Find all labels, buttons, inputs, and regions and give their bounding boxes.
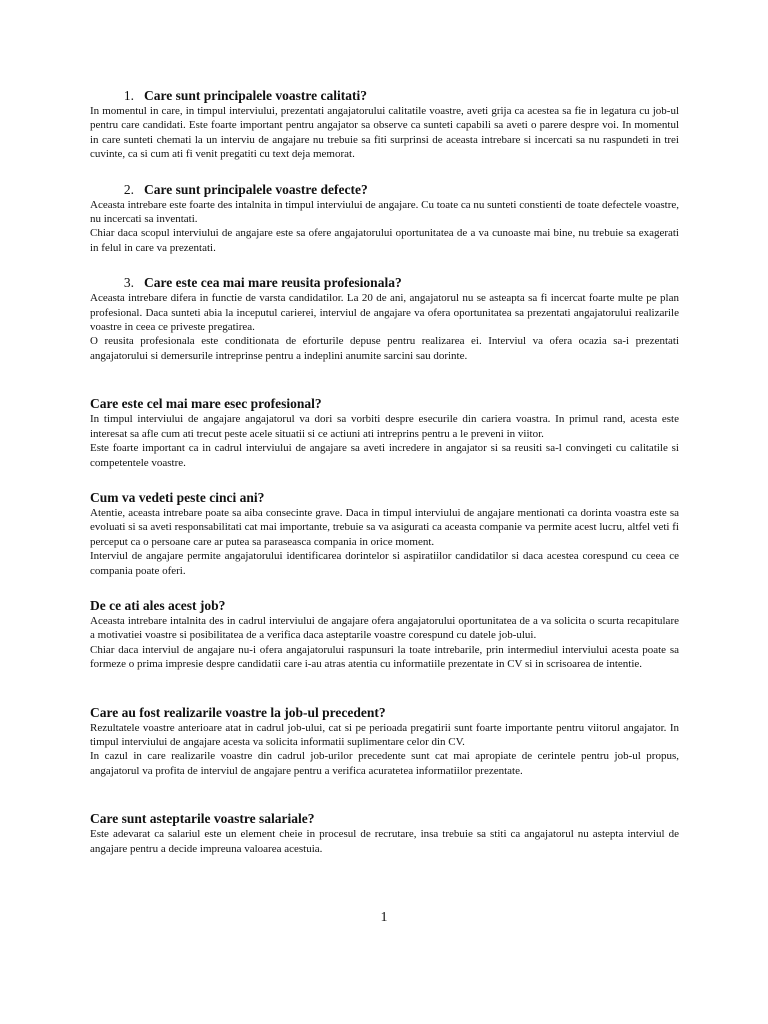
section-paragraph: In timpul interviului de angajare angajatorul va dori sa vorbiti despre esecurile din cariera voastra. In primul rand, acesta este interesat sa afle cum ati trecut peste acele situatii si ce actiuni ati intreprins pentru a le preveni in viitor. — [90, 413, 679, 440]
section-reusita — [112, 275, 679, 291]
section-number: 3. — [123, 275, 134, 291]
section-heading — [112, 182, 679, 198]
section-title: Care este cel mai mare esec profesional? — [90, 396, 322, 412]
section-paragraph: Chiar daca interviul de angajare nu-i ofera angajatorului raspunsuri la toate intrebarile, prin intermediul interviului acesta poate sa formeze o prima impresie despre candidatii care i-au atras atentia cu informatiile prezentate in CV si in scrisoarea de intentie. — [90, 643, 679, 671]
section-paragraph: In momentul in care, in timpul interviului, prezentati angajatorului calitatile voastre, aveti grija ca acestea sa fie in legatura cu job-ul pentru care candidati. Este foarte important pentru angajator sa observe ca sunteti capabili sa aveti o parere despre voi. In momentul in care sunteti chemati la un interviu de angajare nu trebuie sa fiti surprinsi de aceasta intrebare si incercati sa nu raspundeti in trei cuvinte, ca si cum ati fi venit pregatiti cu text deja memorat. — [90, 105, 679, 161]
section-title: Care sunt principalele voastre calitati? — [144, 88, 367, 103]
section-number: 1. — [123, 88, 134, 103]
section-paragraph: Aceasta intrebare este foarte des intalnita in timpul interviului de angajare. Cu toate ca nu sunteti constienti de toate defectele voastre, nu incercati sa inventati. — [90, 198, 679, 226]
section-number: 2. — [123, 181, 134, 197]
section-paragraph: In cazul in care realizarile voastre din cadrul job-urilor precedente sunt cat mai apropiate de cerintele pentru job-ul propus, angajatorul va profita de interviul de angajare pentru a verifica acuratetea informatiilor prezentate. — [90, 750, 679, 777]
section-title: De ce ati ales acest job? — [90, 597, 226, 613]
section-paragraph: Rezultatele voastre anterioare atat in cadrul job-ului, cat si pe perioada pregatirii sunt foarte importante pentru viitorul angajator. In timpul interviului de angajare acesta va solicita informatii suplimentare celor din CV. — [90, 721, 679, 748]
section-paragraph: Aceasta intrebare intalnita des in cadrul interviului de angajare ofera angajatorului oportunitatea de a va solicita o scurta recapitulare a motivatiei voastre si posibilitatea de a verifica daca asteptarile voastre corespund cu datele job-ului. — [90, 614, 679, 642]
section-paragraph: Este adevarat ca salariul este un element cheie in procesul de recrutare, insa trebuie sa stiti ca angajatorul nu astepta interviul de angajare pentru a decide impreuna valoarea acestuia. — [90, 828, 679, 855]
document-page — [90, 88, 679, 856]
section-paragraph: Chiar daca scopul interviului de angajare este sa ofere angajatorului oportunitatea de a va cunoaste mai bine, nu trebuie sa exagerati in felul in care va prezentati. — [90, 227, 679, 254]
page-number: 1 — [380, 910, 388, 925]
section-paragraph: Este foarte important ca in cadrul interviului de angajare sa aveti incredere in angajator si sa reusiti sa-l convingeti cu calitatile si competentele voastre. — [90, 442, 679, 469]
section-heading — [112, 88, 679, 104]
section-title: Care au fost realizarile voastre la job-ul precedent? — [90, 704, 386, 720]
section-heading — [112, 275, 679, 291]
section-defecte — [112, 182, 679, 198]
section-paragraph: Atentie, aceasta intrebare poate sa aiba consecinte grave. Daca in timpul interviului de angajare mentionati ca dorinta voastra este sa evoluati si sa aveti responsabilitati cat mai importante, trebuie sa va asigurati ca aceasta companie va permite acest lucru, altfel veti fi perceput ca o persoane care ar putea sa paraseasca compania in orice moment. — [90, 506, 679, 548]
section-title: Care sunt asteptarile voastre salariale? — [90, 811, 315, 827]
section-calitati — [112, 88, 679, 104]
section-title: Cum va vedeti peste cinci ani? — [90, 489, 265, 505]
section-paragraph: Interviul de angajare permite angajatorului identificarea dorintelor si aspiratiilor candidatilor si daca acestea corespund cu ceea ce compania poate oferi. — [90, 550, 679, 577]
section-title: Care sunt principalele voastre defecte? — [144, 181, 368, 197]
section-title: Care este cea mai mare reusita profesionala? — [144, 275, 402, 291]
section-paragraph: O reusita profesionala este conditionata de eforturile depuse pentru realizarea ei. Interviul va ofera ocazia sa-i prezentati angajatorului si demersurile intreprinse pentru a indeplini anumite sarcini sau dorinte. — [90, 335, 679, 362]
section-paragraph: Aceasta intrebare difera in functie de varsta candidatilor. La 20 de ani, angajatorul nu se asteapta sa fi incercat foarte multe pe plan profesional. Daca sunteti abia la inceputul carierei, interviul de angajare va ofera oportunitatea sa prezentati angajatorului realizarile voastre in ceea ce priveste pregatirea. — [90, 292, 679, 334]
